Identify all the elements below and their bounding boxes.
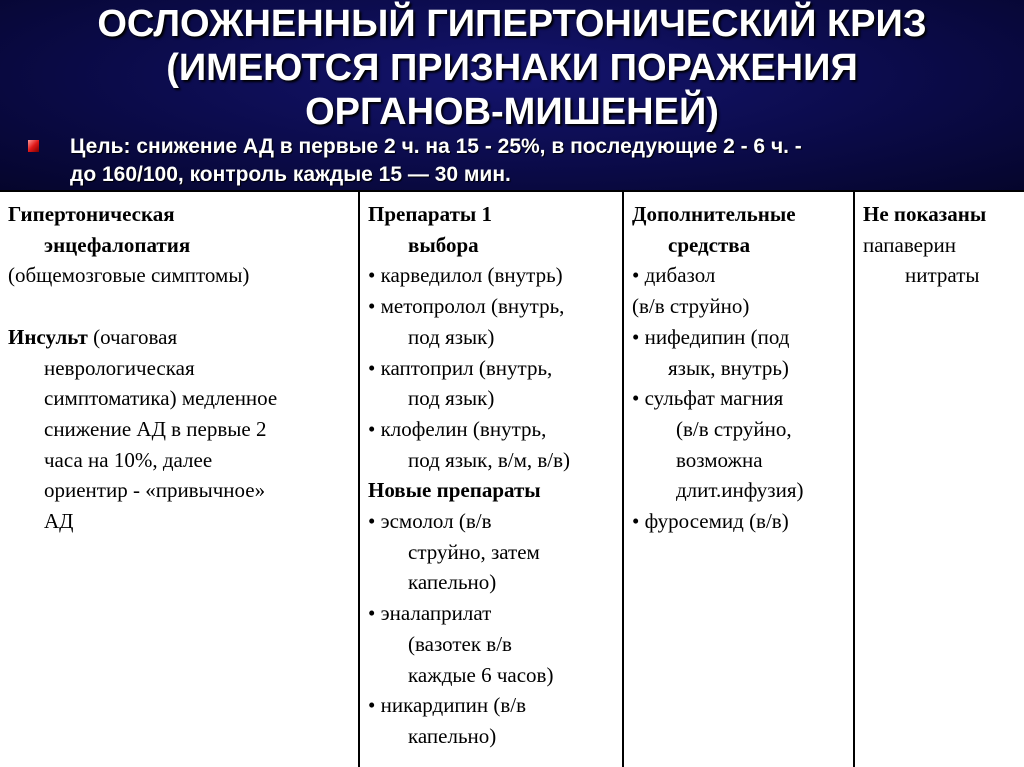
title-line-1: ОСЛОЖНЕННЫЙ ГИПЕРТОНИЧЕСКИЙ КРИЗ <box>97 3 927 45</box>
goal-line-2: до 160/100, контроль каждые 15 — 30 мин. <box>70 163 511 186</box>
drug-esmolol-route-1: струйно, затем <box>408 539 540 564</box>
drug-metoprolol: • метопролол (внутрь, <box>368 294 565 319</box>
drug-nifedipine: • нифедипин (под <box>632 324 790 349</box>
drug-bendazol: • дибазол <box>632 263 716 288</box>
stroke-label: Инсульт <box>8 324 88 349</box>
drug-carvedilol: • карведилол (внутрь) <box>368 263 563 288</box>
contraindicated-nitrates: нитраты <box>905 263 980 288</box>
stroke-text-5: ориентир - «привычное» <box>44 478 266 503</box>
drug-magnesium-route-3: длит.инфузия) <box>676 478 804 503</box>
treatment-table <box>0 190 1024 767</box>
drug-nicardipine-route: капельно) <box>408 723 497 748</box>
drug-enalaprilat: • эналаприлат <box>368 601 492 626</box>
stroke-text-4: часа на 10%, далее <box>44 447 213 472</box>
first-line-heading: Препараты 1 <box>368 202 493 226</box>
column-additional-drugs <box>622 192 853 767</box>
page-title <box>0 2 1024 134</box>
drug-magnesium-route-2: возможна <box>676 447 763 472</box>
bullet-icon <box>28 140 39 152</box>
drug-enalaprilat-route-2: каждые 6 часов) <box>408 662 554 687</box>
stroke-text-2: симптоматика) медленное <box>44 386 278 411</box>
drug-esmolol-route-2: капельно) <box>408 570 497 595</box>
drug-bendazol-route: (в/в струйно) <box>632 294 750 319</box>
contraindicated-papaverine: папаверин <box>863 232 956 257</box>
drug-enalaprilat-route-1: (вазотек в/в <box>408 631 512 656</box>
title-line-2: (ИМЕЮТСЯ ПРИЗНАКИ ПОРАЖЕНИЯ <box>166 47 858 89</box>
drug-nifedipine-route: язык, внутрь) <box>668 355 789 380</box>
drug-clonidine: • клофелин (внутрь, <box>368 416 547 441</box>
new-drugs-heading: Новые препараты <box>368 478 541 503</box>
first-line-heading-cont: выбора <box>408 232 479 257</box>
column-indications <box>0 192 358 767</box>
indication-heading-cont: энцефалопатия <box>44 232 191 257</box>
column-contraindicated <box>853 192 1024 767</box>
contraindicated-heading: Не показаны <box>863 202 987 226</box>
drug-captopril: • каптоприл (внутрь, <box>368 355 553 380</box>
drug-metoprolol-route: под язык) <box>408 324 495 349</box>
goal-line-1: Цель: снижение АД в первые 2 ч. на 15 - 25%, в последующие 2 - 6 ч. - <box>70 135 802 158</box>
indication-note: (общемозговые симптомы) <box>8 263 250 288</box>
title-line-3: ОРГАНОВ-МИШЕНЕЙ) <box>305 91 719 133</box>
stroke-text-1: неврологическая <box>44 355 195 380</box>
column-first-line-drugs <box>358 192 622 767</box>
stroke-line <box>8 322 358 353</box>
goal-statement <box>28 133 1018 189</box>
indication-heading: Гипертоническая <box>8 202 175 226</box>
drug-nicardipine: • никардипин (в/в <box>368 693 527 718</box>
drug-magnesium-sulfate: • сульфат магния <box>632 386 784 411</box>
drug-clonidine-route: под язык, в/м, в/в) <box>408 447 571 472</box>
stroke-text-3: снижение АД в первые 2 <box>44 416 267 441</box>
stroke-note: (очаговая <box>87 324 178 349</box>
drug-magnesium-route-1: (в/в струйно, <box>676 416 792 441</box>
additional-heading: Дополнительные <box>632 202 796 226</box>
stroke-text-6: АД <box>44 509 74 534</box>
drug-esmolol: • эсмолол (в/в <box>368 509 492 534</box>
goal-text <box>70 133 1010 189</box>
drug-captopril-route: под язык) <box>408 386 495 411</box>
additional-heading-cont: средства <box>668 232 751 257</box>
drug-furosemide: • фуросемид (в/в) <box>632 509 789 534</box>
